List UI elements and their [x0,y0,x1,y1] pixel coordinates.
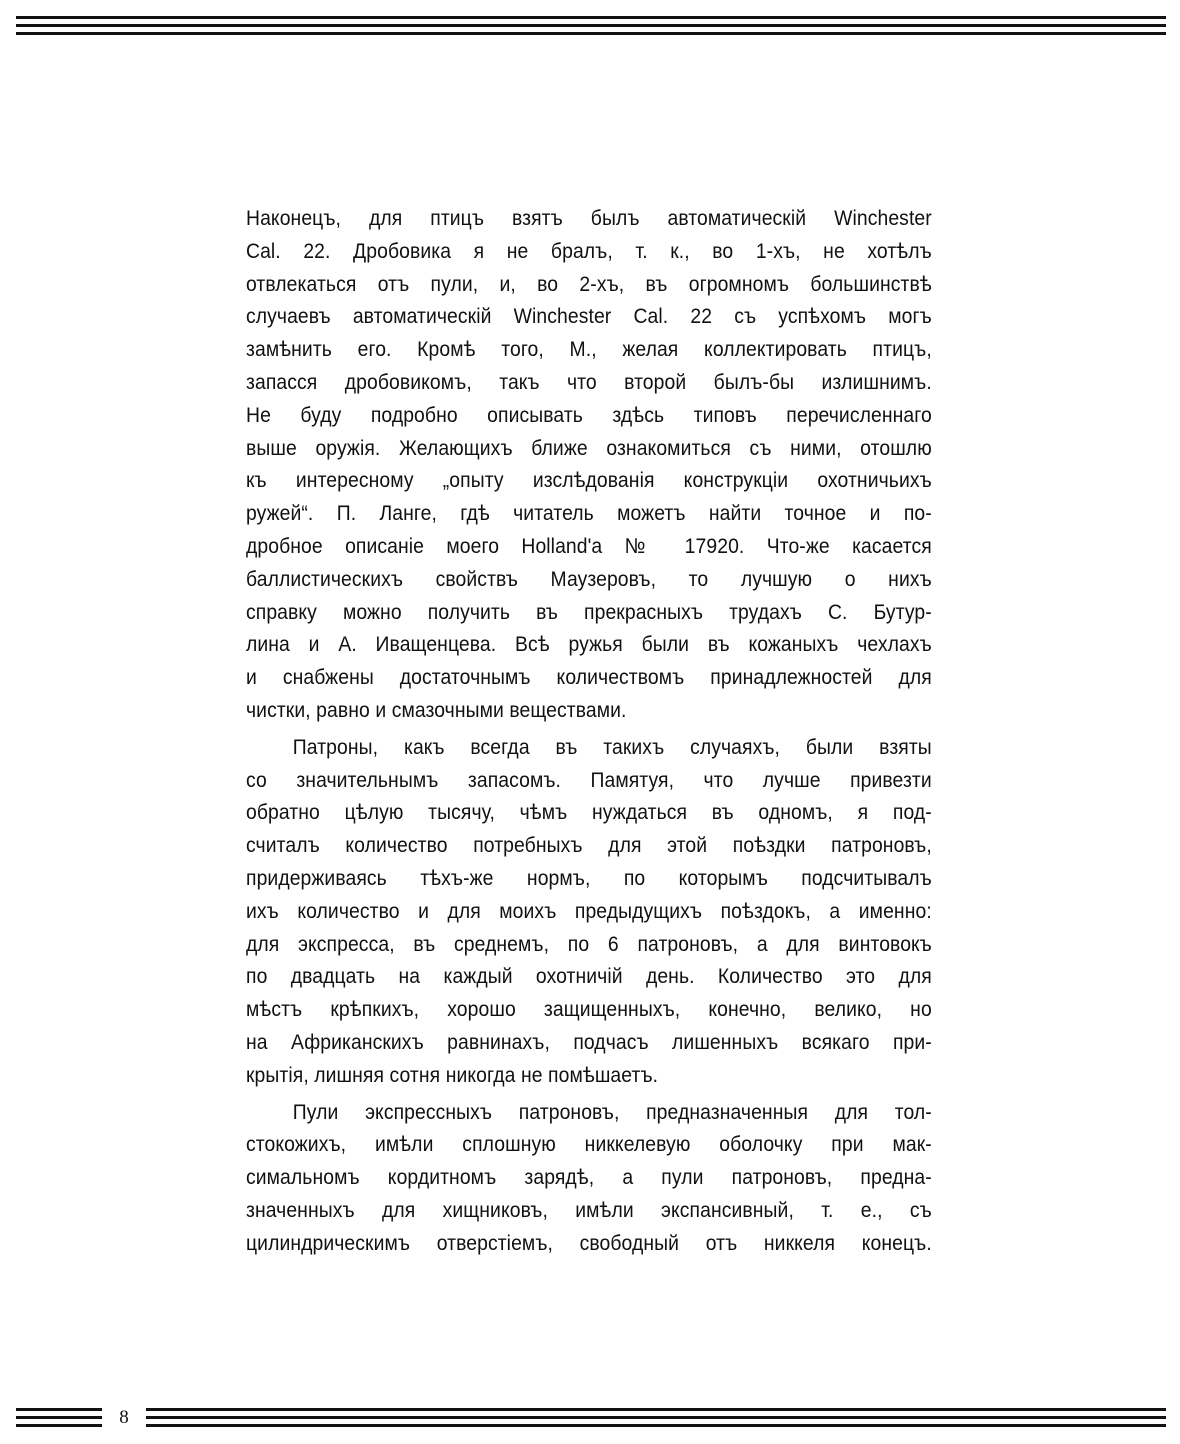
bottom-right-rule-2 [146,1416,1166,1419]
text-line: къ интересному „опыту изслѣдованія конструкціи охотничьихъ [246,468,932,493]
bottom-right-rule-3 [146,1424,1166,1427]
text-line: запасся дробовикомъ, такъ что второй былъ-бы излишнимъ. [246,369,932,394]
text-line: дробное описаніе моего Holland'a № 17920. Что-же касается [246,533,932,558]
bottom-left-rule-3 [16,1424,102,1427]
text-line: значенныхъ для хищниковъ, имѣли экспансивный, т. е., съ [246,1197,932,1222]
text-line: Патроны, какъ всегда въ такихъ случаяхъ, были взяты [292,734,932,759]
text-line: Пули экспрессныхъ патроновъ, предназначенныя для тол- [292,1099,932,1124]
text-line: крытія, лишняя сотня никогда не помѣшаетъ. [246,1062,659,1087]
text-line: ихъ количество и для моихъ предыдущихъ поѣздокъ, а именно: [246,898,932,923]
text-line: цилиндрическимъ отверстіемъ, свободный отъ никкеля конецъ. [246,1230,932,1255]
paragraph-1 [246,202,932,727]
text-line: придерживаясь тѣхъ-же нормъ, по которымъ подсчитывалъ [246,865,932,890]
text-line: лина и А. Иващенцева. Всѣ ружья были въ кожаныхъ чехлахъ [246,632,932,657]
page-number: 8 [119,1407,129,1428]
text-line: для экспресса, въ среднемъ, по 6 патроновъ, а для винтовокъ [246,931,932,956]
text-line: мѣстъ крѣпкихъ, хорошо защищенныхъ, конечно, велико, но [246,997,932,1022]
top-rule-3 [16,32,1166,35]
text-line: Наконецъ, для птицъ взятъ былъ автоматическій Winchester [246,206,932,230]
text-line: стокожихъ, имѣли сплошную никкелевую оболочку при мак- [246,1132,932,1157]
text-line: со значительнымъ запасомъ. Памятуя, что лучше привезти [246,767,932,792]
text-line: отвлекаться отъ пули, и, во 2-хъ, въ огромномъ большинствѣ [246,271,932,296]
text-line: чистки, равно и смазочными веществами. [246,697,627,722]
text-line: считалъ количество потребныхъ для этой поѣздки патроновъ, [246,833,932,858]
paragraph-3 [246,1096,932,1260]
paragraph-2 [246,731,932,1092]
top-rule-1 [16,16,1166,19]
text-line: и снабжены достаточнымъ количествомъ принадлежностей для [246,665,932,690]
text-line: ружей“. П. Ланге, гдѣ читатель можетъ найти точное и по- [246,501,932,526]
text-line: обратно цѣлую тысячу, чѣмъ нуждаться въ одномъ, я под- [246,800,932,825]
body-text [246,202,932,1260]
top-rule-2 [16,24,1166,27]
text-line: замѣнить его. Кромѣ того, М., желая коллектировать птицъ, [246,337,932,362]
text-line: симальномъ кордитномъ зарядѣ, а пули патроновъ, предна- [246,1165,932,1190]
text-line: случаевъ автоматическій Winchester Cal. 22 съ успѣхомъ могъ [246,304,932,329]
bottom-left-rule-1 [16,1408,102,1411]
bottom-right-rule-1 [146,1408,1166,1411]
text-line: по двадцать на каждый охотничій день. Количество это для [246,964,932,989]
text-line: на Африканскихъ равнинахъ, подчасъ лишенныхъ всякаго при- [246,1029,932,1054]
text-line: баллистическихъ свойствъ Маузеровъ, то лучшую о нихъ [246,566,932,591]
bottom-left-rule-2 [16,1416,102,1419]
text-line: выше оружія. Желающихъ ближе ознакомиться съ ними, отошлю [246,435,932,460]
text-line: справку можно получить въ прекрасныхъ трудахъ С. Бутур- [246,599,932,624]
text-line: Не буду подробно описывать здѣсь типовъ перечисленнаго [246,402,932,427]
text-line: Cal. 22. Дробовика я не бралъ, т. к., во 1-хъ, не хотѣлъ [246,238,932,263]
